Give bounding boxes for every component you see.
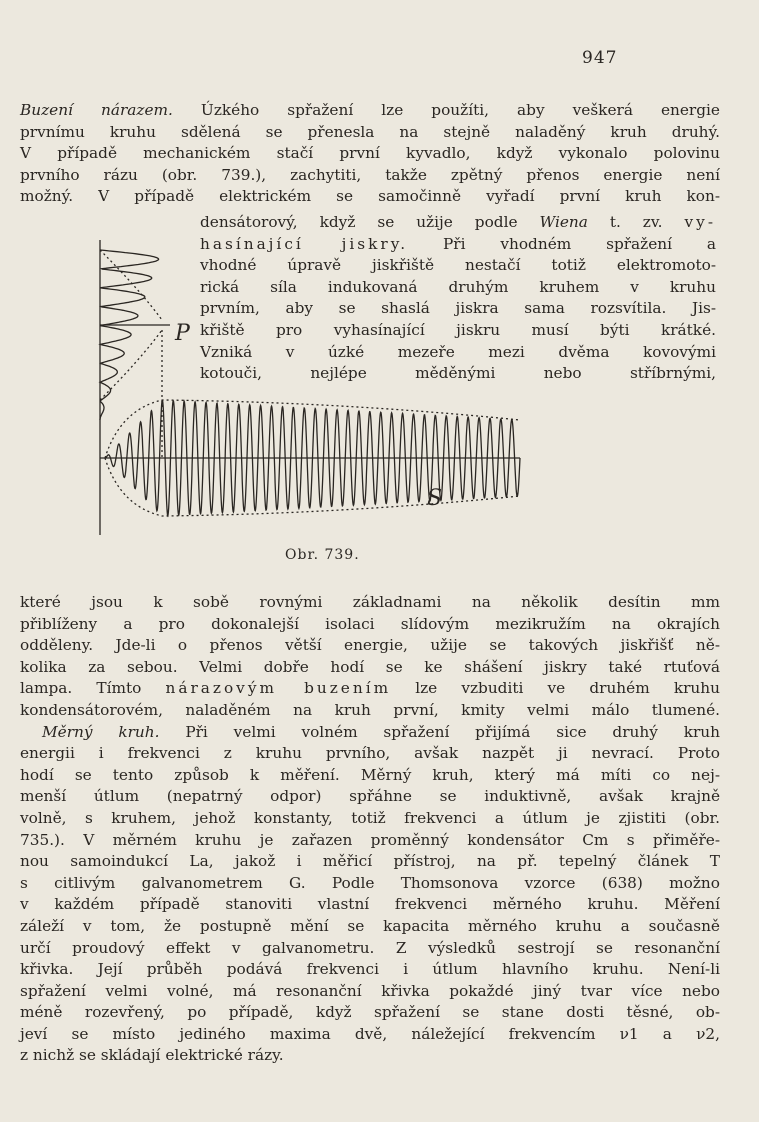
text-line: 735.). V měrném kruhu je zařazen proměnný kondensátor Cm s přiměře- — [20, 830, 720, 849]
text-span: Úzkého spřažení lze použíti, aby veškerá energie — [200, 101, 720, 119]
text-span: lze vzbuditi ve druhém kruhu — [415, 679, 720, 698]
text-line: křiště pro vyhasínající jiskru musí býti krátké. — [200, 320, 716, 339]
text-line: prvním, aby se shaslá jiskra sama rozsvítila. Jis- — [200, 299, 716, 318]
text-line: kondensátorovém, naladěném na kruh první, kmity velmi málo tlumené. — [20, 700, 720, 719]
name-wiena: Wiena — [539, 213, 588, 231]
figure-caption: Obr. 739. — [285, 547, 360, 563]
text-line: které jsou k sobě rovnými základnami na několik desítin mm — [20, 593, 720, 611]
text-spaced: vy- — [684, 213, 716, 231]
text-line: křivka. Její průběh podává frekvenci i útlum hlavního kruhu. Není-li — [20, 960, 720, 979]
term-narazovym-buzenim: nárazovým buzením — [165, 679, 392, 698]
section-heading-merny-kruh: Měrný kruh. — [42, 722, 160, 741]
text-line: kotouči, nejlépe měděnými nebo stříbrnými, — [200, 364, 716, 383]
text-line: určí proudový effekt v galvanometru. Z výsledků sestrojí se resonanční — [20, 938, 720, 957]
text-span: Při vhodném spřažení a — [443, 234, 716, 253]
wave-p — [100, 250, 159, 420]
text-span: Při velmi volném spřažení přijímá sice druhý kruh — [185, 722, 720, 741]
text-line: přiblíženy a pro dokonalejší isolaci slídovým mezikružím na okrajích — [20, 614, 720, 633]
body-paragraph — [20, 592, 720, 1067]
label-s: S — [427, 486, 443, 511]
text-line: rická síla indukovaná druhým kruhem v kruhu — [200, 277, 716, 296]
text-span: t. zv. — [609, 213, 663, 231]
text-line: odděleny. Jde-li o přenos větší energie, užije se takových jiskřišť ně- — [20, 636, 720, 655]
text-line: menší útlum (nepatrný odpor) spřáhne se induktivně, avšak krajně — [20, 787, 720, 806]
text-line: spřažení velmi volné, má resonanční křivka pokaždé jiný tvar více nebo — [20, 981, 720, 1000]
text-line: vhodné úpravě jiskřiště nestačí totiž elektromoto- — [200, 256, 716, 275]
text-line — [20, 678, 720, 700]
text-line: z nichž se skládají elektrické rázy. — [20, 1046, 284, 1065]
text-line — [20, 100, 720, 122]
envelope-p-bottom — [100, 330, 162, 400]
envelope-p-top — [100, 250, 162, 320]
intro-paragraph — [20, 100, 720, 208]
oscillation-diagram — [80, 230, 540, 550]
text-line: jeví se místo jediného maxima dvě, náležející frekvencím ν1 a ν2, — [20, 1024, 720, 1043]
text-line: v každém případě stanoviti vlastní frekvenci měrného kruhu. Měření — [20, 895, 720, 914]
label-p: P — [175, 321, 190, 346]
figure-739 — [80, 230, 540, 550]
text-line — [20, 722, 720, 744]
section-heading-buzeni: Buzení nárazem. — [20, 101, 173, 119]
text-line: volně, s kruhem, jehož konstanty, totiž frekvenci a útlum je zjistiti (obr. — [20, 808, 720, 827]
text-line: méně rozevřený, po případě, když spřažení se stane dosti těsné, ob- — [20, 1003, 720, 1022]
text-line: možný. V případě elektrickém se samočinně vyřadí první kruh kon- — [20, 187, 720, 206]
text-span: densátorový, když se užije podle — [200, 213, 518, 231]
text-line: kolika za sebou. Velmi dobře hodí se ke shášení jiskry také rtuťová — [20, 657, 720, 676]
text-line: prvního rázu (obr. 739.), zachytiti, takže zpětný přenos energie není — [20, 165, 720, 184]
text-line: záleží v tom, že postupně mění se kapacita měrného kruhu a současně — [20, 916, 720, 935]
text-line: V případě mechanickém stačí první kyvadlo, když vykonalo polovinu — [20, 144, 720, 163]
text-line: Vzniká v úzké mezeře mezi dvěma kovovými — [200, 342, 716, 361]
text-line: s citlivým galvanometrem G. Podle Thomsonova vzorce (638) možno — [20, 873, 720, 892]
term-vyhasinajici-jiskry: hasínající jiskry. — [200, 234, 409, 253]
text-line: hodí se tento způsob k měření. Měrný kruh, který má míti co nej- — [20, 765, 720, 784]
page-number: 947 — [582, 48, 618, 68]
text-span: lampa. Tímto — [20, 679, 142, 698]
text-line: energii i frekvenci z kruhu prvního, avšak nazpět ji nevrací. Proto — [20, 744, 720, 763]
text-line: prvnímu kruhu sdělená se přenesla na stejně naladěný kruh druhý. — [20, 122, 720, 141]
text-line: nou samoindukcí La, jakož i měřicí přístroj, na př. tepelný článek T — [20, 852, 720, 871]
